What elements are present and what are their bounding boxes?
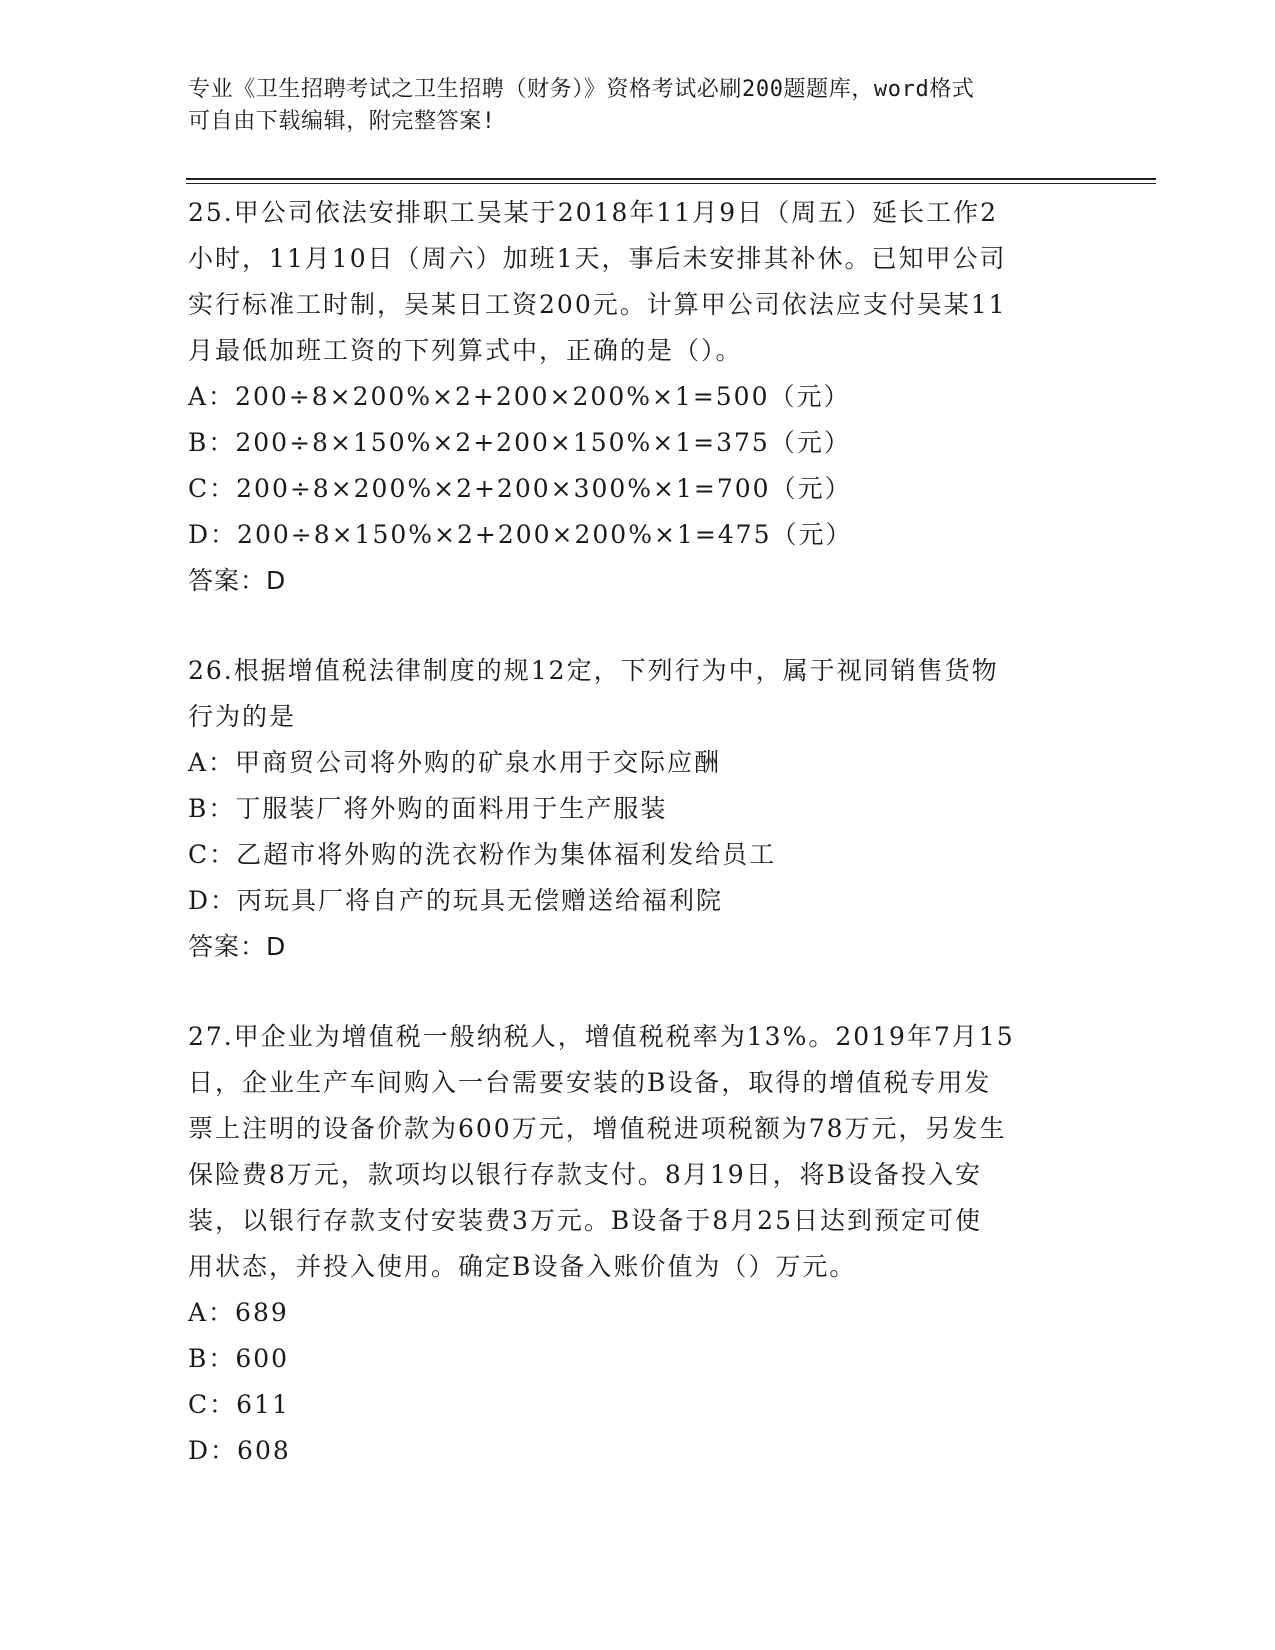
option-c: C：乙超市将外购的洗衣粉作为集体福利发给员工 xyxy=(188,840,777,869)
question-stem-line: 装，以银行存款支付安装费3万元。B设备于8月25日达到预定可使 xyxy=(188,1206,982,1235)
option-a: A：689 xyxy=(188,1298,289,1327)
question-stem-line: 小时，11月10日（周六）加班1天，事后未安排其补休。已知甲公司 xyxy=(188,244,1007,273)
question-spacer xyxy=(188,604,1088,648)
option-a: A：甲商贸公司将外购的矿泉水用于交际应酬 xyxy=(188,748,722,777)
option-b: B：600 xyxy=(188,1344,290,1373)
question-stem-line: 行为的是 xyxy=(188,702,297,731)
document-header xyxy=(188,74,1088,138)
question-stem-line: 保险费8万元，款项均以银行存款支付。8月19日，将B设备投入安 xyxy=(188,1160,982,1189)
question-stem-line: 25.甲公司依法安排职工吴某于2018年11月9日（周五）延长工作2 xyxy=(188,198,999,227)
document-body xyxy=(188,190,1088,1474)
question-stem-line: 26.根据增值税法律制度的规12定，下列行为中，属于视同销售货物 xyxy=(188,656,999,685)
header-line: 可自由下载编辑，附完整答案! xyxy=(188,109,496,134)
header-line: 专业《卫生招聘考试之卫生招聘（财务）》资格考试必刷200题题库，word格式 xyxy=(188,77,975,102)
question-27 xyxy=(188,1014,1088,1474)
question-stem-line: 用状态，并投入使用。确定B设备入账价值为（）万元。 xyxy=(188,1252,857,1281)
question-stem-line: 月最低加班工资的下列算式中，正确的是（）。 xyxy=(188,336,743,365)
option-d: D：608 xyxy=(188,1436,291,1465)
option-a: A：200÷8×200%×2+200×200%×1=500（元） xyxy=(188,382,851,411)
question-stem-line: 实行标准工时制，吴某日工资200元。计算甲公司依法应支付吴某11 xyxy=(188,290,1007,319)
question-stem-line: 27.甲企业为增值税一般纳税人，增值税税率为13%。2019年7月15 xyxy=(188,1022,1015,1051)
question-stem-line: 日，企业生产车间购入一台需要安装的B设备，取得的增值税专用发 xyxy=(188,1068,992,1097)
question-spacer xyxy=(188,970,1088,1014)
option-d: D：200÷8×150%×2+200×200%×1=475（元） xyxy=(188,520,853,549)
header-divider xyxy=(186,178,1156,180)
option-b: B：丁服装厂将外购的面料用于生产服装 xyxy=(188,794,668,823)
option-b: B：200÷8×150%×2+200×150%×1=375（元） xyxy=(188,428,851,457)
answer-line: 答案：D xyxy=(188,566,287,595)
question-26 xyxy=(188,648,1088,970)
question-stem-line: 票上注明的设备价款为600万元，增值税进项税额为78万元，另发生 xyxy=(188,1114,1007,1143)
question-25 xyxy=(188,190,1088,604)
option-c: C：611 xyxy=(188,1390,290,1419)
header-divider-thin xyxy=(186,183,1156,184)
answer-line: 答案：D xyxy=(188,932,287,961)
option-c: C：200÷8×200%×2+200×300%×1=700（元） xyxy=(188,474,852,503)
option-d: D：丙玩具厂将自产的玩具无偿赠送给福利院 xyxy=(188,886,724,915)
